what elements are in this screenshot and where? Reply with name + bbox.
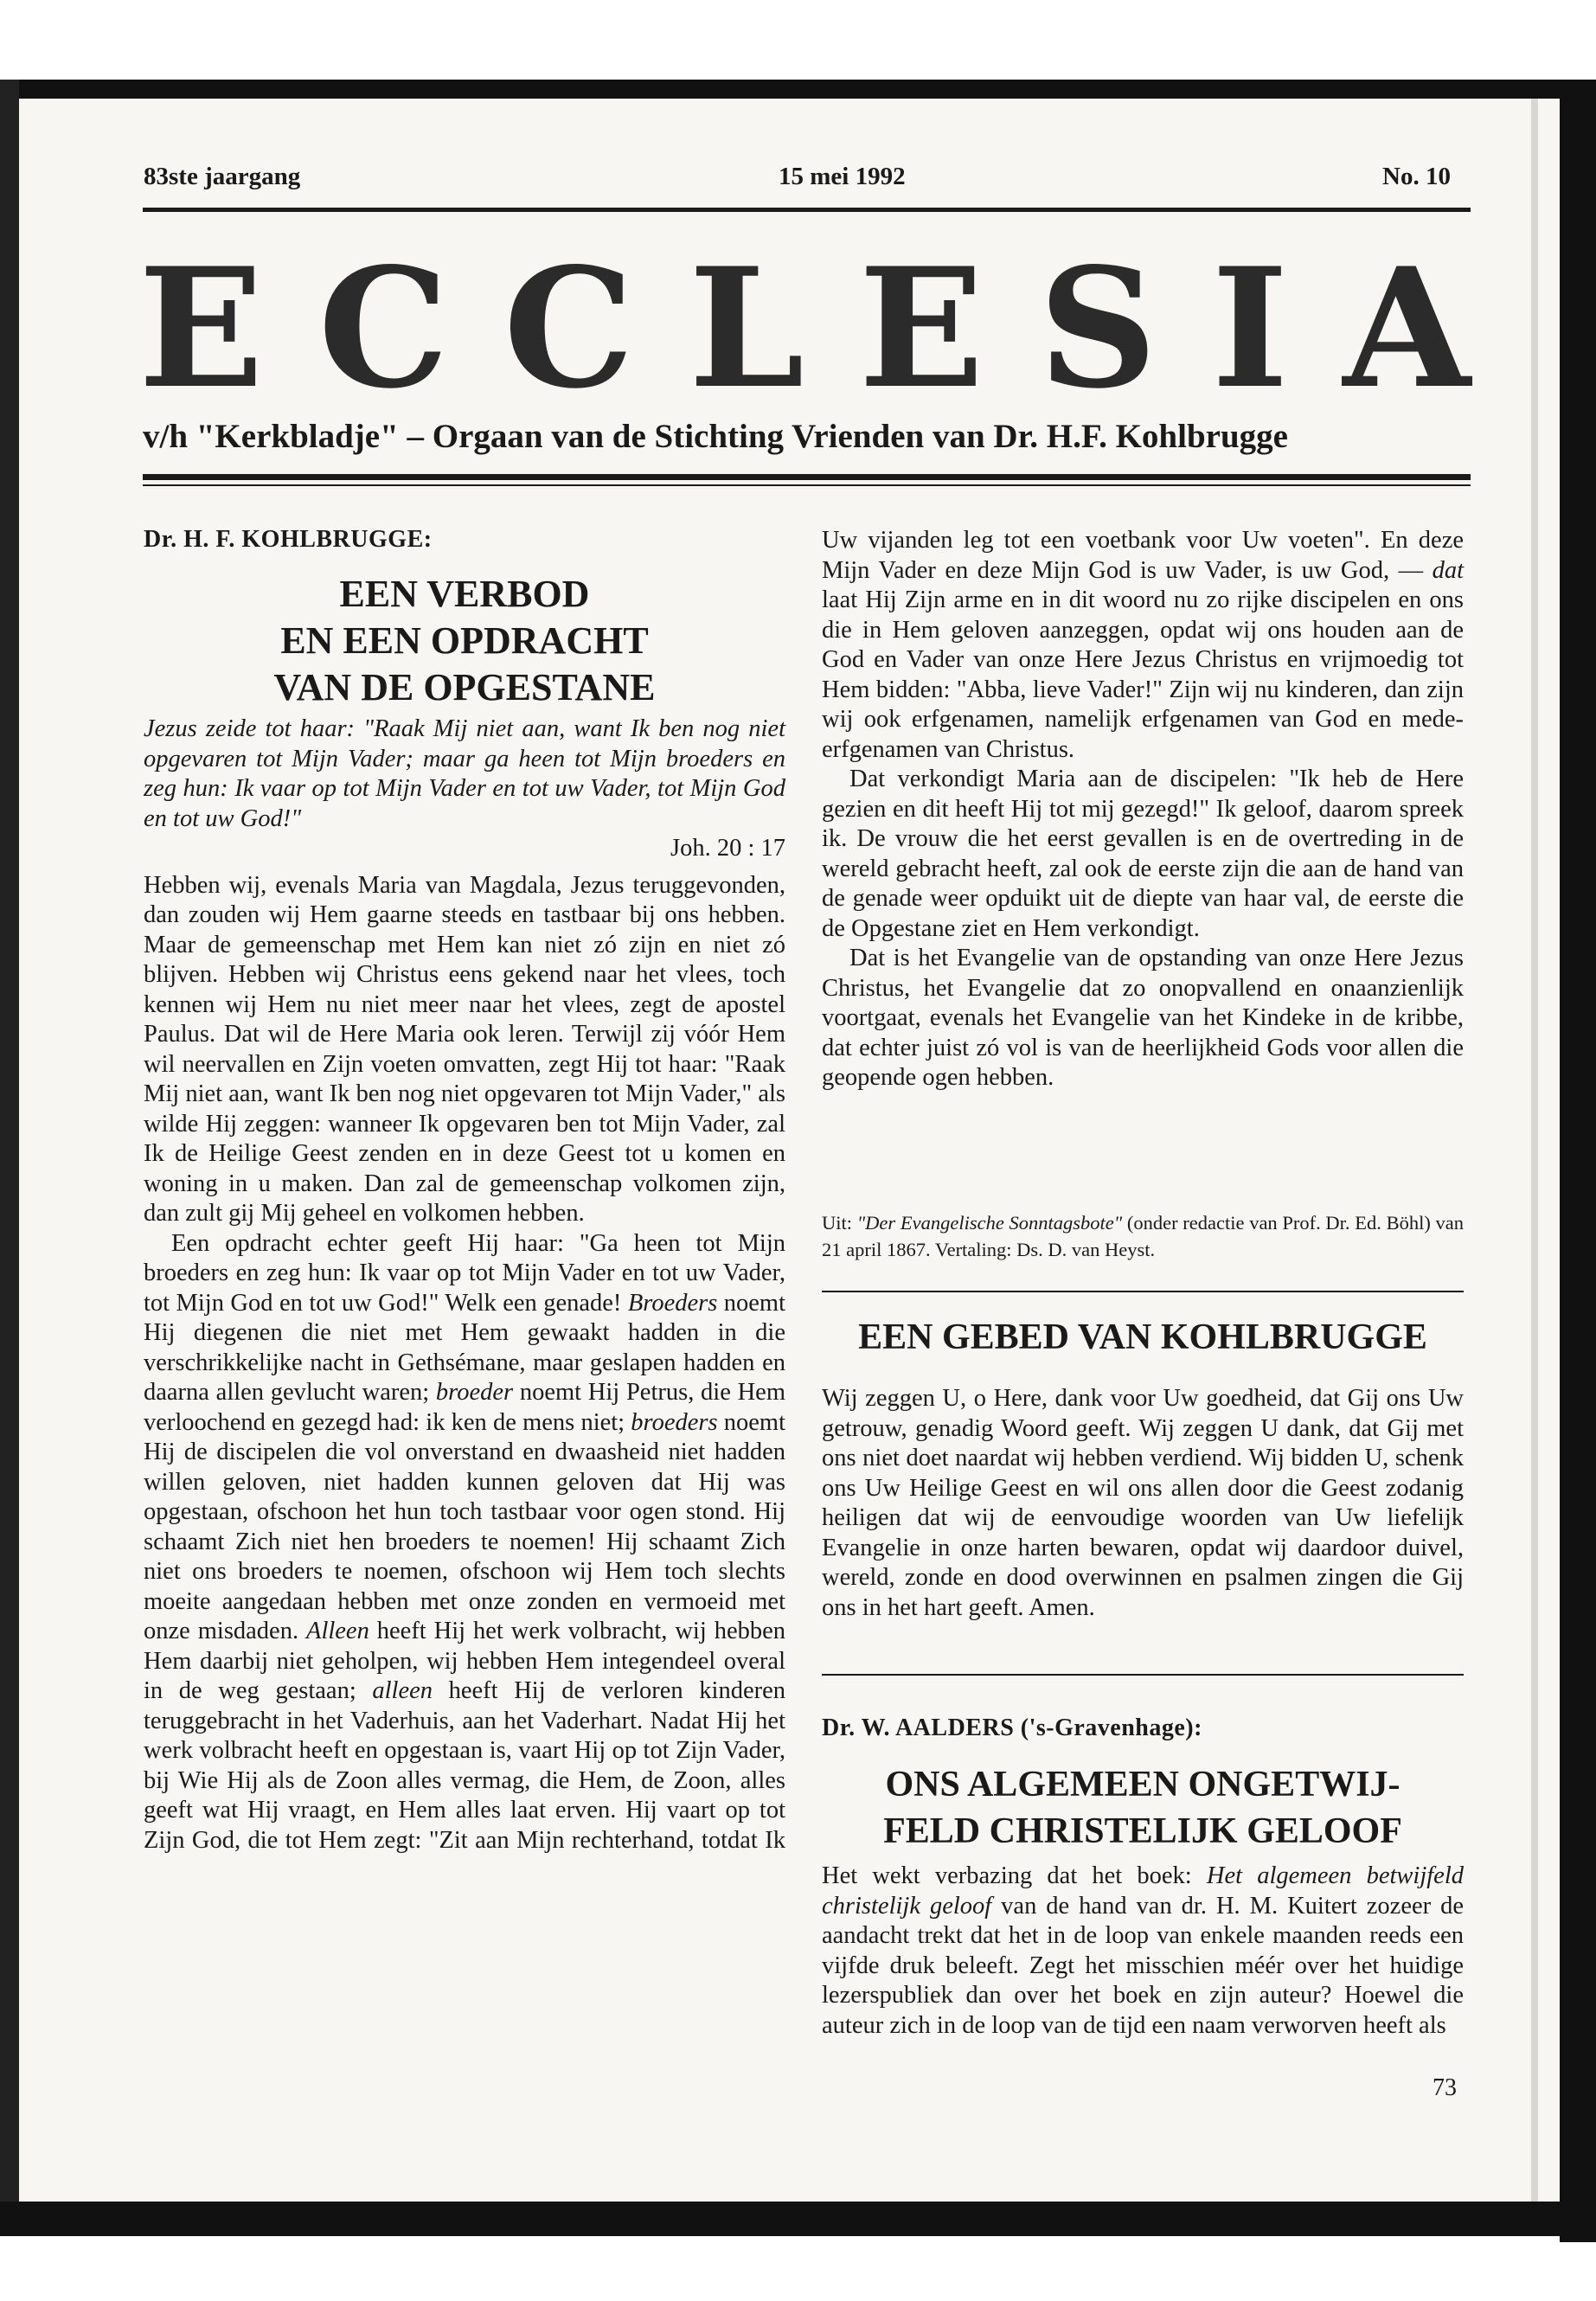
article1-quote: Jezus zeide tot haar: "Raak Mij niet aan, want Ik ben nog niet opgevaren tot Mijn Vader; maar ga heen tot Mijn broeders en zeg hun: Ik vaar op tot Mijn Vader en tot uw Vader, tot Mijn God en tot uw God!" <box>144 715 785 832</box>
scan-frame-top <box>0 80 1596 99</box>
masthead-title <box>138 232 1471 425</box>
masthead-letter: A <box>1343 232 1471 425</box>
article1-source-note: Uit: "Der Evangelische Sonntagsbote" (onder redactie van Prof. Dr. Ed. Böhl) van 21 april 1867. Vertaling: Ds. D. van Heyst. <box>822 1212 1464 1260</box>
section-divider <box>822 1291 1464 1292</box>
masthead-rule-thin <box>143 484 1471 486</box>
masthead-letter: C <box>503 232 635 425</box>
header-rule <box>143 208 1471 212</box>
article1-paragraph: Hebben wij, evenals Maria van Magdala, Jezus teruggevonden, dan zouden wij Hem gaarne steeds en tastbaar bij ons hebben. Maar de gemeenschap met Hem kan niet zó zijn en niet zó blijven. Hebben wij Christus eens gekend naar het vlees, toch kennen wij Hem nu niet meer naar het vlees, zegt de apostel Paulus. Dat wil de Here Maria ook leren. Terwijl zij vóór Hem wil neervallen en Zijn voeten omvatten, zegt Hij tot haar: "Raak Mij niet aan, want Ik ben nog niet opgevaren tot Mijn Vader," als wilde Hij zeggen: wanneer Ik opgevaren ben tot Mijn Vader, zal Ik de Heilige Geest zenden en in deze Geest tot u komen en woning in u maken. Dan zal de gemeenschap volkomen zijn, dan zult gij Mij geheel en volkomen hebben. <box>144 871 785 1227</box>
article1-quote-ref: Joh. 20 : 17 <box>670 835 785 862</box>
article1-paragraph: Uw vijanden leg tot een voetbank voor Uw voeten". En deze Mijn Vader en deze Mijn God is uw Vader, is uw God, — dat laat Hij Zijn arme en in dit woord nu zo rijke discipelen en ons die in Hem geloven aanzeggen, opdat wij ons houden aan de God en Vader van onze Here Jezus Christus en vrijmoedig tot Hem bidden: "Abba, lieve Vader!" Zijn wij nu kinderen, dan zijn wij ook erfgenamen, namelijk erfgenamen van God en mede-erfgenamen van Christus. <box>822 527 1464 763</box>
masthead-letter: E <box>858 232 984 425</box>
masthead-rule-thick <box>143 474 1471 480</box>
masthead-letter: C <box>317 232 450 425</box>
scan-frame-bottom <box>0 2202 1596 2236</box>
scan-frame-left <box>0 80 19 2236</box>
article3-author: Dr. W. AALDERS ('s-Gravenhage): <box>822 1715 1202 1741</box>
article2-body: Wij zeggen U, o Here, dank voor Uw goedheid, dat Gij ons Uw getrouw, genadig Woord geeft. Wij zeggen U dank, dat Gij met ons niet doet naardat wij hebben verdiend. Wij bidden U, schenk ons Uw Heilige Geest en wil ons allen door die Geest zodanig heiligen dat wij de eenvoudige woorden van Uw liefelijk Evangelie in onze harten bewaren, opdat wij daardoor duivel, wereld, zonde en dood overwinnen en psalmen zingen die Gij ons in het hart geeft. Amen. <box>822 1385 1464 1621</box>
article3-title-line: ONS ALGEMEEN ONGETWIJ- <box>885 1765 1401 1804</box>
article1-paragraph: Dat is het Evangelie van de opstanding van onze Here Jezus Christus, het Evangelie dat zo onopvallend en onaanzienlijk voortgaat, evenals het Evangelie van het Kindeke in de kribbe, dat echter juist zó vol is van de heerlijkheid Gods voor allen die geopende ogen hebben. <box>822 945 1464 1091</box>
scan-frame-right <box>1560 80 1596 2242</box>
article3-title-line: FELD CHRISTELIJK GELOOF <box>883 1811 1402 1851</box>
page-edge <box>1531 99 1538 2202</box>
masthead-letter: I <box>1211 232 1289 425</box>
article3-title <box>822 1761 1464 1855</box>
volume-label: 83ste jaargang <box>144 163 301 190</box>
article1-paragraph: Een opdracht echter geeft Hij haar: "Ga heen tot Mijn broeders en zeg hun: Ik vaar op tot Mijn Vader en tot uw Vader, tot Mijn God en tot uw God!" Welk een genade! Broeders noemt Hij diegenen die niet met Hem gewaakt hadden in die verschrikkelijke nacht in Gethsémane, maar geslapen hadden en daarna allen gevlucht waren; broeder noemt Hij Petrus, die Hem verloochend en gezegd had: ik ken de mens niet; broeders noemt Hij de discipelen die vol onverstand en dwaasheid niet hadden willen geloven, niet hadden kunnen geloven dat Hij was opgestaan, ofschoon het hun toch tastbaar voor ogen stond. Hij schaamt Zich niet hen broeders te noemen! Hij schaamt Zich niet ons broeders te noemen, ofschoon wij Hem toch slechts moeite aangedaan hebben met onze zonden en vermoeid met onze misdaden. Alleen heeft Hij het werk volbracht, wij hebben Hem daarbij niet geholpen, wij hebben Hem integendeel overal in de weg gestaan; alleen heeft Hij de verloren kinderen teruggebracht in het Vaderhuis, aan het Vaderhart. Nadat Hij het werk volbracht heeft en opgestaan is, vaart Hij op tot Zijn Vader, bij Wie Hij als de Zoon alles vermag, die Hem, de Zoon, alles geeft wat Hij vraagt, en Hem alles laat erven. Hij vaart op tot Zijn God, die tot Hem zegt: "Zit aan Mijn rechterhand, totdat Ik <box>144 1229 786 1854</box>
article1-column-left <box>144 715 785 1856</box>
article1-paragraph: Dat verkondigt Maria aan de discipelen: "Ik heb de Here gezien en dit heeft Hij tot mij gezegd!" Ik geloof, daarom spreek ik. De vrouw die het eerst gevallen is en de overtreding in de wereld gebracht heeft, zal ook de eerste zijn die aan de hand van de genade weer opduikt uit de diepte van haar val, de eerste die de Opgestane ziet en Hem verkondigt. <box>822 766 1464 942</box>
article1-column-right <box>822 526 1464 1093</box>
article1-author: Dr. H. F. KOHLBRUGGE: <box>144 526 433 553</box>
issue-number: No. 10 <box>1382 163 1451 190</box>
article1-title <box>144 571 785 711</box>
masthead-letter: S <box>1038 232 1157 425</box>
issue-date: 15 mei 1992 <box>779 163 906 190</box>
masthead-letter: L <box>689 232 804 425</box>
section-divider <box>822 1674 1464 1676</box>
article1-title-line: EEN VERBOD <box>339 573 590 615</box>
article3-body: Het wekt verbazing dat het boek: Het algemeen betwijfeld christelijk geloof van de hand van dr. H. M. Kuitert zozeer de aandacht trekt dat het in de loop van enkele maanden reeds een vijfde druk beleeft. Zegt het misschien méér over het huidige lezerspubliek dan over het boek en zijn auteur? Hoewel die auteur zich in de loop van de tijd een naam verworven heeft als <box>822 1862 1464 2039</box>
page-number: 73 <box>1433 2074 1457 2101</box>
masthead-letter: E <box>138 232 264 425</box>
article1-title-line: VAN DE OPGESTANE <box>273 666 656 708</box>
article2-title: EEN GEBED VAN KOHLBRUGGE <box>858 1317 1427 1357</box>
article1-title-line: EN EEN OPDRACHT <box>280 619 649 662</box>
masthead-subtitle: v/h "Kerkbladje" – Orgaan van de Stichting Vrienden van Dr. H.F. Kohlbrugge <box>143 418 1288 455</box>
